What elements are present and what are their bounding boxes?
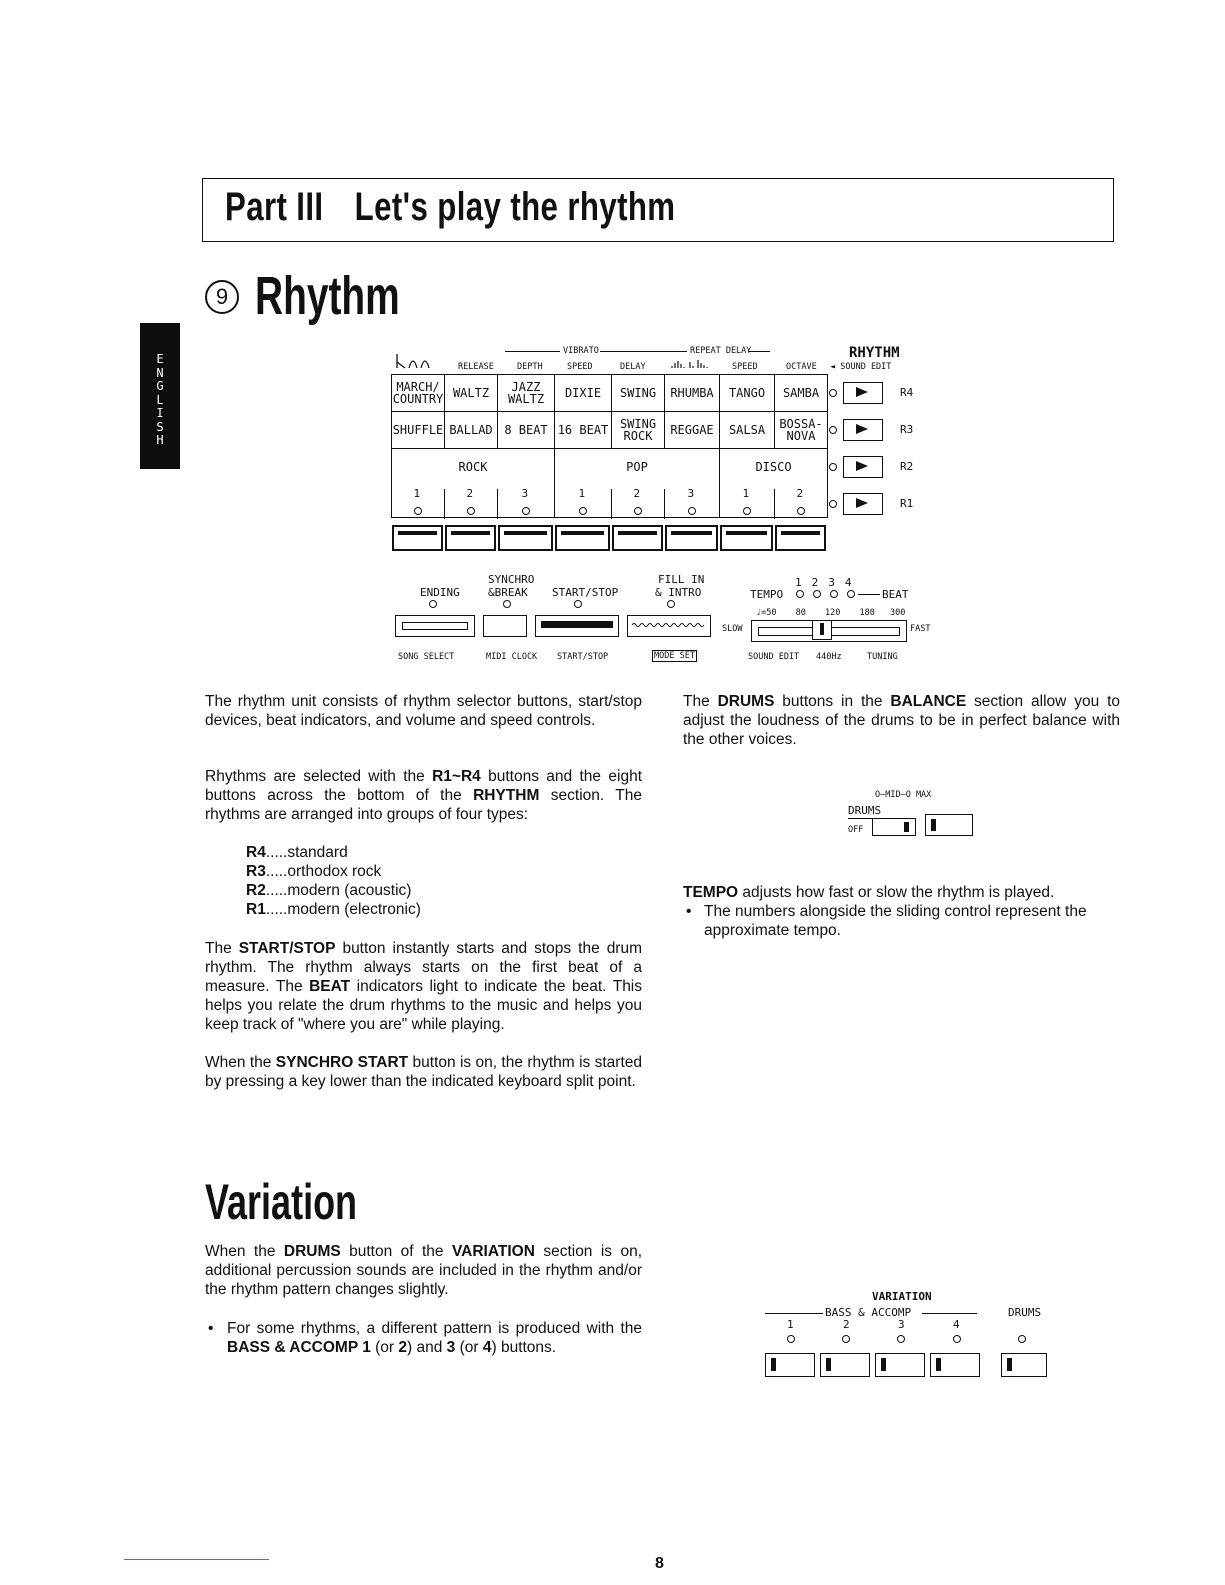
ending-indicator	[429, 600, 437, 608]
rhythm-select-button[interactable]	[665, 525, 718, 551]
rhythm-panel-title: RHYTHM	[849, 345, 900, 361]
language-tab	[140, 323, 180, 469]
hz-label: 440Hz	[816, 652, 842, 662]
list-dots: .....	[265, 882, 288, 899]
r-row-label: R4	[900, 386, 914, 399]
beat-indicator	[847, 590, 855, 598]
rhythm-select-button[interactable]	[720, 525, 773, 551]
rhythm-number: 2	[796, 487, 804, 500]
text-run: ) buttons.	[491, 1339, 557, 1356]
tempo-term: TEMPO	[683, 884, 739, 901]
text-run: indicators light to indicate the beat. This helps you relate the drum rhythms to the music and helps you keep track of "where you are" while playing.	[205, 978, 643, 1033]
variation-number: 4	[953, 1318, 960, 1331]
text-run: buttons in the	[774, 693, 891, 710]
rhythm-group-label: DISCO	[755, 460, 792, 474]
sound-edit-label: ◄ SOUND EDIT	[830, 362, 892, 372]
rhythm-number: 2	[466, 487, 474, 500]
part-header	[202, 178, 1114, 242]
rhythm-select-button[interactable]	[555, 525, 610, 551]
r-row-label: R3	[900, 423, 914, 436]
number-term: 4	[482, 1339, 492, 1356]
synchro-break-button[interactable]	[483, 615, 527, 637]
list-text: orthodox rock	[287, 863, 382, 880]
rhythm-panel-diagram	[380, 340, 940, 670]
bass-accomp-1-button[interactable]	[765, 1353, 815, 1377]
rhythm-name-cell: 16 BEAT	[554, 411, 612, 449]
fill-in-indicator	[667, 600, 675, 608]
variation-indicator	[787, 1335, 795, 1343]
rhythm-select-paragraph	[205, 767, 642, 824]
page-number: 8	[655, 1555, 664, 1572]
tab-letter: E	[156, 352, 164, 366]
text-run: When the	[205, 1054, 276, 1071]
rhythm-indicator	[579, 507, 587, 515]
text-run: button of the	[340, 1243, 452, 1260]
balance-term: BALANCE	[890, 693, 967, 710]
bullet-icon: •	[208, 1320, 214, 1337]
variation-indicator	[953, 1335, 961, 1343]
break-label: &BREAK	[488, 586, 528, 599]
fill-in-intro-button[interactable]	[627, 615, 711, 637]
synchro-indicator	[503, 600, 511, 608]
rhythm-select-button[interactable]	[498, 525, 553, 551]
start-stop-paragraph	[205, 939, 642, 1034]
rhythm-indicator	[522, 507, 530, 515]
list-text: modern (acoustic)	[287, 882, 412, 899]
beat-number: 2	[811, 576, 829, 589]
r-indicator	[829, 426, 837, 434]
tab-letter: S	[156, 419, 164, 434]
tab-letter: N	[156, 365, 164, 380]
ending-button[interactable]	[395, 615, 475, 637]
variation-term: VARIATION	[451, 1243, 535, 1260]
tempo-paragraph	[683, 883, 1120, 902]
rhythm-indicator	[797, 507, 805, 515]
section-number: 9	[215, 284, 229, 309]
balance-drums-label: DRUMS	[848, 804, 882, 817]
rhythm-name-cell: SWING ROCK	[611, 411, 665, 449]
beat-numbers	[795, 576, 862, 589]
rhythm-number: 3	[687, 487, 695, 500]
variation-drums-label: DRUMS	[1008, 1306, 1042, 1319]
text-run: (or	[370, 1339, 399, 1356]
balance-diagram	[845, 788, 995, 843]
list-key: R4	[246, 844, 266, 861]
tab-letter: I	[156, 406, 164, 420]
drums-term: DRUMS	[717, 693, 775, 710]
text-run: For some rhythms, a different pattern is produced with the	[227, 1320, 642, 1337]
text-run: section is on, additional percussion sounds are included in the rhythm and/or the rhythm pattern changes slightly.	[205, 1243, 643, 1298]
part-number: Part III	[225, 185, 324, 229]
rhythm-number: 1	[413, 487, 421, 500]
list-dots: .....	[265, 844, 288, 861]
text-run: section. The rhythms are arranged into groups of four types:	[205, 787, 642, 823]
list-item	[246, 862, 546, 881]
start-stop-term: START/STOP	[238, 940, 336, 957]
repeat-bars-icon	[670, 358, 716, 370]
bullet-icon: •	[686, 903, 692, 920]
rhythm-number: 3	[521, 487, 529, 500]
rhythm-name-cell: 8 BEAT	[497, 411, 555, 449]
beat-indicator	[813, 590, 821, 598]
vibrato-label: VIBRATO	[563, 346, 599, 356]
delay-label: DELAY	[620, 362, 646, 372]
variation-paragraph	[205, 1242, 642, 1299]
text-run: section allow you to adjust the loudness of the drums to be in perfect balance with the other voices.	[683, 693, 1121, 748]
depth-label: DEPTH	[517, 362, 543, 372]
tempo-mark: 120	[824, 608, 841, 618]
text-run: The	[205, 940, 239, 957]
rhythm-name-cell: JAZZ WALTZ	[497, 374, 555, 412]
list-item	[246, 843, 546, 862]
intro-paragraph: The rhythm unit consists of rhythm selector buttons, start/stop devices, beat indicators, and volume and speed controls.	[205, 693, 642, 729]
rhythm-number: 2	[633, 487, 641, 500]
beat-term: BEAT	[309, 978, 351, 995]
drums-balance-button-low[interactable]	[872, 818, 916, 836]
list-dots: .....	[265, 901, 288, 918]
rhythm-select-button[interactable]	[612, 525, 663, 551]
intro-label: & INTRO	[655, 586, 702, 599]
variation-indicator	[1018, 1335, 1026, 1343]
list-text: standard	[287, 844, 348, 861]
beat-indicator	[796, 590, 804, 598]
start-stop-indicator	[574, 600, 582, 608]
section-number-badge	[205, 280, 239, 314]
start-stop-button[interactable]	[535, 615, 619, 637]
bass-accomp-2-button[interactable]	[820, 1353, 870, 1377]
beat-indicator	[830, 590, 838, 598]
bass-accomp-4-button[interactable]	[930, 1353, 980, 1377]
list-item	[246, 881, 546, 900]
number-term: 2	[398, 1339, 408, 1356]
r-indicator	[829, 463, 837, 471]
rhythm-name-cell: SHUFFLE	[391, 411, 445, 449]
fast-label: FAST	[910, 624, 931, 634]
list-key: R1	[246, 901, 266, 918]
envelope-icon	[395, 352, 435, 370]
rhythm-indicator	[467, 507, 475, 515]
slow-label: SLOW	[722, 624, 743, 634]
synchro-start-term: SYNCHRO START	[275, 1054, 409, 1071]
rhythm-name-cell: REGGAE	[664, 411, 720, 449]
list-dots: .....	[265, 863, 288, 880]
variation-indicator	[897, 1335, 905, 1343]
number-term: 3	[446, 1339, 456, 1356]
tab-letter: H	[156, 433, 164, 447]
tempo-mark: 300	[889, 608, 906, 618]
text-run: When the	[205, 1243, 284, 1260]
tempo-scale	[756, 608, 905, 618]
off-label: OFF	[848, 825, 864, 835]
rhythm-name-cell: RHUMBA	[664, 374, 720, 412]
tempo-mark: ♩=50	[756, 608, 777, 618]
r2-button[interactable]	[843, 456, 883, 478]
bass-accomp-label: BASS & ACCOMP	[825, 1306, 912, 1319]
rhythm-number: 1	[742, 487, 750, 500]
rhythm-name-cell: BOSSA- NOVA	[774, 411, 828, 449]
beat-number: 3	[828, 576, 845, 589]
start-stop-label-2: START/STOP	[557, 652, 609, 662]
tempo-bullet: The numbers alongside the sliding control represent the approximate tempo.	[704, 903, 1087, 939]
variation-number: 2	[843, 1318, 850, 1331]
tab-letter: L	[156, 392, 164, 407]
text-run: ) and	[407, 1339, 447, 1356]
synchro-paragraph	[205, 1053, 642, 1091]
rhythm-indicator	[414, 507, 422, 515]
rhythm-name-cell: SWING	[611, 374, 665, 412]
bass-accomp-term: BASS & ACCOMP 1	[227, 1339, 371, 1356]
rhythm-name-cell: DIXIE	[554, 374, 612, 412]
rhythm-name-cell: WALTZ	[444, 374, 498, 412]
drums-balance-button-high[interactable]	[925, 814, 973, 836]
rhythm-number: 1	[578, 487, 586, 500]
mode-set-label: MODE SET	[654, 651, 695, 661]
beat-number: 1	[795, 576, 812, 589]
r-buttons-term: R1~R4	[432, 768, 481, 785]
text-run: adjusts how fast or slow the rhythm is played.	[738, 884, 1055, 901]
variation-number: 1	[787, 1318, 794, 1331]
variation-bullet	[227, 1319, 642, 1357]
r-indicator	[829, 389, 837, 397]
rhythm-group-label: ROCK	[458, 460, 488, 474]
r4-button[interactable]	[843, 382, 883, 404]
list-item	[246, 900, 546, 919]
beat-number: 4	[844, 576, 862, 589]
bass-accomp-3-button[interactable]	[875, 1353, 925, 1377]
variation-diagram	[760, 1288, 1060, 1383]
r3-button[interactable]	[843, 419, 883, 441]
speed-label-2: SPEED	[732, 362, 758, 372]
balance-scale: O—MID—O MAX	[875, 790, 932, 800]
r-row-label: R2	[900, 460, 914, 473]
tempo-mark: 180	[859, 608, 875, 618]
speed-label: SPEED	[567, 362, 593, 372]
drums-balance-paragraph	[683, 692, 1120, 749]
text-run: (or	[455, 1339, 483, 1356]
release-label: RELEASE	[458, 362, 494, 372]
r-row-label: R1	[900, 497, 914, 510]
list-key: R3	[246, 863, 266, 880]
fill-in-label: FILL IN	[658, 573, 705, 586]
octave-label: OCTAVE	[786, 362, 817, 372]
r1-button[interactable]	[843, 493, 883, 515]
part-title	[225, 185, 675, 230]
ending-label: ENDING	[420, 586, 460, 599]
list-text: modern (electronic)	[287, 901, 421, 918]
footer-rule	[124, 1559, 269, 1560]
section-title: Rhythm	[255, 266, 400, 326]
text-run: Rhythms are selected with the	[205, 768, 433, 785]
rhythm-indicator	[688, 507, 696, 515]
rhythm-name-cell: TANGO	[719, 374, 775, 412]
tuning-label: TUNING	[867, 652, 898, 662]
start-stop-label: START/STOP	[552, 586, 619, 599]
rhythm-select-button[interactable]	[445, 525, 496, 551]
rhythm-group-label: POP	[626, 460, 648, 474]
rhythm-name-cell: MARCH/ COUNTRY	[391, 374, 445, 412]
tab-letter: G	[156, 379, 164, 393]
sound-edit-label-2: SOUND EDIT	[748, 652, 800, 662]
variation-drums-button[interactable]	[1001, 1353, 1047, 1377]
r-indicator	[829, 500, 837, 508]
text-run: button is on, the rhythm is started by pressing a key lower than the indicated keyboard split point.	[205, 1054, 643, 1090]
tempo-slider-knob[interactable]	[812, 620, 832, 640]
variation-diagram-title: VARIATION	[872, 1290, 932, 1303]
rhythm-indicator	[743, 507, 751, 515]
repeat-delay-label: REPEAT DELAY	[690, 346, 752, 356]
drums-term: DRUMS	[283, 1243, 341, 1260]
synchro-label: SYNCHRO	[488, 573, 535, 586]
rhythm-name-cell: BALLAD	[444, 411, 498, 449]
text-run: The	[683, 693, 718, 710]
text-run: buttons and the eight buttons across the bottom of the	[205, 768, 642, 804]
beat-label: BEAT	[882, 588, 909, 601]
list-key: R2	[246, 882, 266, 899]
rhythm-name-cell: SAMBA	[774, 374, 828, 412]
song-select-label: SONG SELECT	[398, 652, 455, 662]
rhythm-name-cell: SALSA	[719, 411, 775, 449]
tempo-label: TEMPO	[750, 588, 784, 601]
rhythm-term: RHYTHM	[473, 787, 540, 804]
variation-title: Variation	[205, 1174, 358, 1230]
part-name: Let's play the rhythm	[354, 185, 676, 229]
text-run: button instantly starts and stops the drum rhythm. The rhythm always starts on the first beat of a measure. The	[205, 940, 643, 995]
tempo-slider[interactable]	[751, 620, 907, 642]
rhythm-type-list	[246, 843, 546, 919]
variation-indicator	[842, 1335, 850, 1343]
midi-clock-label: MIDI CLOCK	[486, 652, 538, 662]
rhythm-select-button[interactable]	[392, 525, 443, 551]
rhythm-select-button[interactable]	[775, 525, 826, 551]
rhythm-indicator	[634, 507, 642, 515]
tempo-mark: 80	[795, 608, 806, 618]
variation-number: 3	[898, 1318, 905, 1331]
